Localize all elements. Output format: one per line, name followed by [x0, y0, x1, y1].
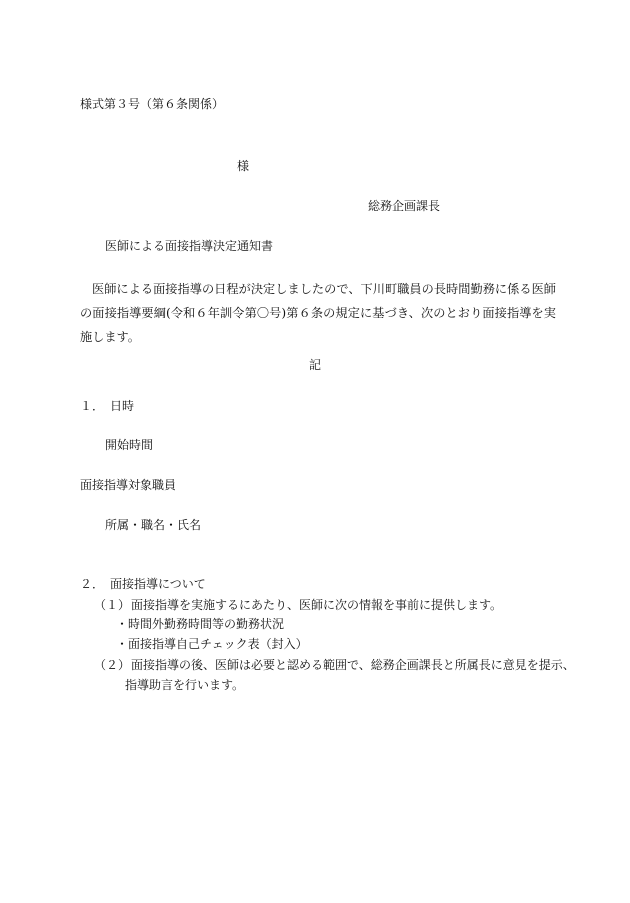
item1-text: 面接指導を実施するにあたり、医師に次の情報を事前に提供します。	[131, 598, 503, 612]
section1-heading: １． 日時	[80, 399, 135, 413]
bullet-item: ・時間外勤務時間等の勤務状況	[116, 617, 285, 631]
item2-number: （２）	[94, 658, 131, 672]
item1-number: （１）	[94, 598, 131, 612]
ki-heading: 記	[309, 358, 322, 372]
section2-heading: ２． 面接指導について	[80, 577, 206, 591]
start-time-label: 開始時間	[105, 438, 154, 452]
item2-line1: 面接指導の後、医師は必要と認める範囲で、総務企画課長と所属長に意見を提示、	[131, 658, 575, 672]
body-paragraph: 医師による面接指導の日程が決定しましたので、下川町職員の長時間勤務に係る医師の面接指導要綱(令和６年訓令第〇号)第６条の規定に基づき、次のとおり面接指導を実施します。	[80, 282, 556, 344]
sender-title: 総務企画課長	[368, 199, 441, 213]
bullet-item: ・面接指導自己チェック表（封入）	[116, 637, 308, 651]
affiliation-label: 所属・職名・氏名	[105, 518, 202, 532]
form-number: 様式第３号（第６条関係）	[80, 97, 225, 111]
notice-title: 医師による面接指導決定通知書	[105, 239, 274, 253]
target-employee-label: 面接指導対象職員	[80, 478, 177, 492]
item2-line2: 指導助言を行います。	[125, 678, 245, 692]
recipient-honorific: 様	[237, 159, 250, 173]
